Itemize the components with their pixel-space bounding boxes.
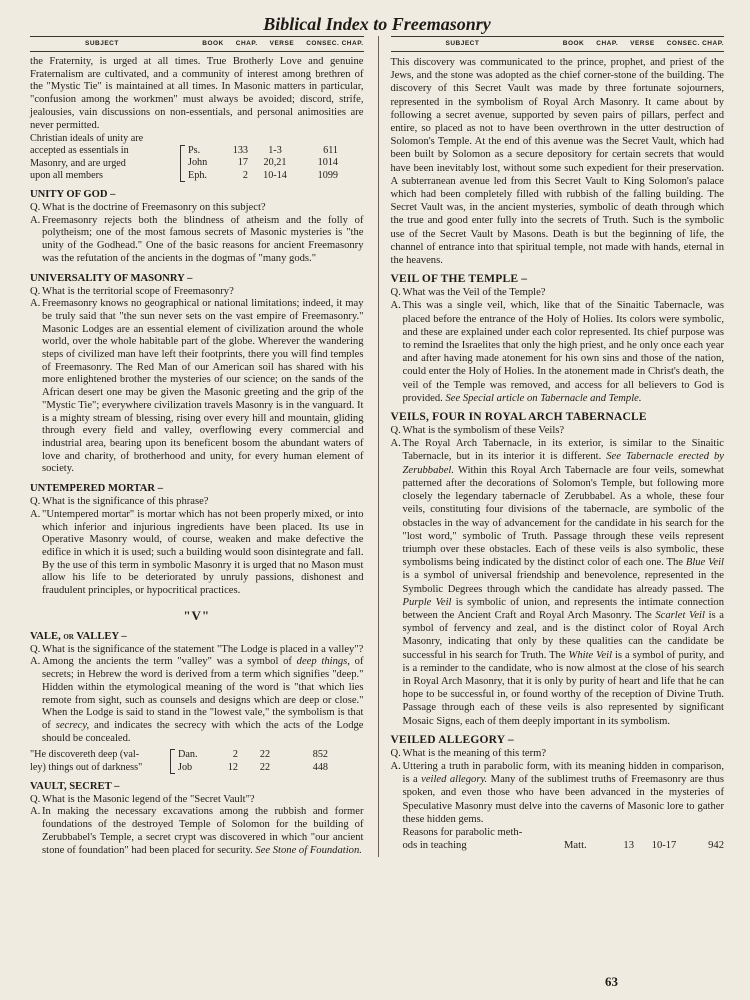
italic-run: See Tabernacle erected by Zerubbabel. (402, 451, 724, 476)
question-text: What is the doctrine of Freemasonry on this subject? (42, 202, 266, 214)
question (30, 644, 364, 657)
answer-text (42, 806, 364, 857)
ref-chap: 13 (623, 839, 634, 851)
left-column-header (30, 36, 364, 52)
answer-text: Freemasonry knows no geographical or national limitations; indeed, it may be truly said that "the sun never sets on the vast empire of Freemasonry." Masonic Lodges are an essential element of civilization around the whole world, over the whole habitable part of the globe. Wherever the wandering steps of civilized man have left their footprints, there you will find temples of Freemasonry. The Red Man of our American soil has shared with his more enlightened brother the mysteries of our science; on the sands of the African desert one may be given the Masonic greeting and the grip of the "Mystic Tie"; everywhere civilization travels Masonry is in the vanguard. It is a mighty stream of blessing, rising over every hill and mountain, gliding through every field and valley, overflowing every commercial and industrial area, bearing upon its beneficent bosom the abundant waters of love and charity, of brotherhood and unity, for every human element of society. (42, 298, 364, 475)
answer (30, 298, 364, 476)
entry-title-veil-of-temple: VEIL OF THE TEMPLE – (390, 273, 528, 286)
header-subject: SUBJECT (85, 40, 119, 47)
text-run: Many of the sublimest truths of Freemasonry are thus spoken, and even those who have been advanced in the mysteries of Speculative Masonry must delve into the caverns of Masonic lore to gather these hidden gems. (402, 774, 724, 825)
text-run: Among the ancients the term "valley" was a symbol of (42, 656, 297, 668)
ref-verse: 10-17 (651, 839, 677, 851)
ref-book: Eph. (188, 169, 207, 181)
question (30, 496, 364, 509)
question-text: What is the territorial scope of Freemasonry? (42, 285, 234, 297)
entry-title-vale: VALE, or VALLEY – (30, 630, 127, 642)
q-label: Q. (390, 425, 401, 437)
italic-run: Scarlet Veil (655, 609, 705, 621)
italic-run: veiled allegory. (421, 774, 488, 786)
ref-verse: 22 (259, 749, 271, 761)
entry-title-universality: UNIVERSALITY OF MASONRY – (30, 272, 193, 284)
text-run: This was a single veil, which, like that of the Sinaitic Tabernacle, was placed before the entrance of the Holy of Holies. Its colors were symbolic, and these are explained under each color represented. Its chief purpose was to remind the Israelites that only the high priest, and he only once each year and after having made atonement for his own sins and those of the nation, could enter the Holy of Holies. In the atonement made in Christ's death, the veil of the Temple was removed, and access for all believers to God is provided. (402, 300, 724, 404)
ref-consec: 1014 (317, 157, 338, 169)
question-text: What is the significance of this phrase? (42, 496, 209, 508)
ref-chap: 17 (237, 157, 248, 169)
question-text: What is the symbolism of these Veils? (402, 425, 565, 437)
ref-lead-line: accepted as essentials in (30, 145, 129, 157)
q-label: Q. (30, 793, 41, 805)
entry-title-veiled-allegory: VEILED ALLEGORY – (390, 733, 514, 746)
header-chap: CHAP. (596, 40, 619, 47)
ref-book: Matt. (564, 839, 587, 851)
answer-text: Freemasonry rejects both the blindness of atheism and the folly of polytheism; one of the most famous secrets of Masonic mysteries is "the unity of the Godhead." One of the basic reasons for ancient Freemasonry was the refutation of the ancients in the dogmas of "many gods." (42, 214, 364, 264)
ref-book: Job (178, 761, 193, 773)
italic-run: Purple Veil (402, 596, 452, 608)
ref-book: Dan. (178, 749, 198, 761)
entry-title-untempered-mortar: UNTEMPERED MORTAR – (30, 483, 164, 495)
ref-lead-line: upon all members (30, 169, 103, 181)
reference-row (188, 157, 364, 169)
header-book: BOOK (202, 40, 224, 47)
q-label: Q. (30, 643, 41, 655)
entry-title-vault-secret: VAULT, SECRET – (30, 780, 120, 792)
answer (30, 806, 364, 857)
ref-lead-line: Christian ideals of unity are (30, 133, 144, 145)
ref-lead-line: Masonry, and are urged (30, 157, 126, 169)
two-column-body (30, 36, 724, 857)
italic-run: Blue Veil (685, 557, 724, 569)
header-verse: VERSE (630, 40, 655, 47)
text-run: of secrets; in Hebrew the word is derived from a term which signifies "deep." Hidden within the etymological meaning of the word is "that which lies remote from sight, such as counsels and designs which are deep or close." When the Lodge is said to stand in the "lowest vale," the symbolism is that of (42, 656, 364, 731)
text-run: is a symbol of universal friendship and benevolence, represented in the Symbolic Degrees through which the candidate has already passed. The (402, 570, 724, 595)
ref-consec: 942 (708, 839, 724, 851)
question (30, 794, 364, 807)
intro-paragraph: the Fraternity, is urged at all times. True Brotherly Love and genuine Fraternalism are cultivated, and a community of interest among brethren of the "Mystic Tie" is maintained at all times. In Masonic matters in particular, "confusion among the workmen" must always be avoided; discord, strife, jealousies, vain discussions on non-essentials, and personal animosities are never permitted. (30, 56, 364, 131)
text-run: The Royal Arch Tabernacle, in its exterior, is similar to the Sinaitic Tabernacle, but in its interior it is different. (402, 438, 724, 463)
question (30, 286, 364, 299)
reference-row (188, 170, 364, 182)
italic-run: deep things, (296, 656, 350, 668)
q-label: Q. (30, 496, 41, 508)
question (391, 747, 725, 760)
reference-row (403, 839, 725, 852)
question (30, 202, 364, 215)
ref-verse: 20,21 (263, 157, 287, 169)
page-number: 63 (605, 974, 618, 989)
header-book: BOOK (562, 40, 585, 47)
header-subject: SUBJECT (445, 40, 480, 47)
vault-continuation: This discovery was communicated to the prince, prophet, and priest of the Jews, and the stone was adopted as the chief corner-stone of the building. The discovery of this Secret Vault was made by three fortunate sojourners, represented in the symbolism of Royal Arch Masonry. It came about by following a secret avenue, supported by seven pairs of pillars, perfect and entire, so placed as not to have been overthrown in the utter destruction of Solomon's Temple. At the end of this avenue was the Secret Vault, which had been built by Solomon as a secure depository for certain secrets that would have been inevitably lost, without some such expedient for their preservation. A subterranean avenue led from this Secret Vault to King Solomon's palace which had been completely filled with rubbish of the falling building. The Secret Vault was, in the ancient mysteries, symbolic of death through which the true and good enter fully into the secrets of Truth. Such is the symbolic use of the Secret Vault by Masons. Death is but the beginning of life, the channel of entrance into that spiritual temple, not made with hands, eternal in the heavens. (390, 57, 724, 267)
ref-lead-text: Reasons for parabolic meth- (402, 826, 523, 838)
ref-verse: 22 (259, 761, 271, 773)
header-chap: CHAP. (235, 40, 258, 47)
right-column (378, 36, 725, 857)
text-run: and indicates the secrecy with which the acts of the Lodge should be concealed. (42, 719, 364, 744)
q-label: Q. (30, 202, 41, 214)
question (391, 286, 725, 299)
ref-lead-line: ley) things out of darkness" (30, 761, 143, 773)
text-run: Within this Royal Arch Tabernacle are four veils, somewhat patterned after the decorations of Solomon's Temple, but following more closely the legendary tabernacle of Zerubbabel. As a whole, these four veils, constituting four divisions of the tabernacle, are symbolic of the obstacles in the way of advancement for the candidate in his search for the "lost word," symbolic of Truth. Passage through these veils represent triumph over these obstacles. Each of these veils is also symbolic, these symbolisms being indicated by the distinct color of each one. The (402, 464, 724, 569)
ref-chap: 133 (232, 145, 248, 157)
a-label: A. (30, 806, 41, 818)
question-text: What is the Masonic legend of the "Secret Vault"? (42, 793, 255, 805)
ref-verse: 1-3 (268, 145, 282, 157)
ref-consec: 852 (312, 749, 328, 761)
ref-lead-line: "He discovereth deep (val- (30, 749, 140, 761)
ref-consec: 448 (312, 761, 328, 773)
ref-lead-line (403, 826, 725, 839)
ref-chap: 2 (242, 169, 248, 181)
answer-text (403, 299, 725, 405)
italic-run: See Stone of Foundation. (255, 844, 362, 856)
answer (391, 299, 725, 405)
q-label: Q. (30, 285, 41, 297)
answer-text (403, 437, 725, 727)
a-label: A. (30, 214, 41, 226)
answer (30, 215, 364, 266)
entry-title-unity-of-god: UNITY OF GOD – (30, 189, 116, 201)
answer-text: "Untempered mortar" is mortar which has not been properly mixed, or into which inferior and injurious ingredients have been placed. Its use in Operative Masonry would, of course, weaken and make defective the edifice in which it is used; such a building would soon disintegrate and fall. By the use of this term in symbolic Masonry it is urged that no Mason must allow his life to be deteriorated by unruly passions, dishonest and fraudulent principles, or hypocritical practices. (42, 508, 364, 597)
section-letter-v: "V" (183, 607, 211, 623)
answer (30, 656, 364, 745)
ref-book: John (188, 157, 208, 169)
left-column (30, 36, 364, 857)
a-label: A. (30, 508, 41, 520)
question-text: What is the significance of the statement "The Lodge is placed in a valley"? (42, 643, 364, 655)
a-label: A. (390, 760, 401, 772)
text-run: is a symbol of fervency and zeal, and is the distinct color of Royal Arch Masonry, indicating that only by these qualities can the candidate be successful in his search for Truth. The (402, 609, 724, 661)
text-run: Uttering a truth in parabolic form, with its meaning hidden in comparison, is a (402, 760, 724, 786)
reference-row (178, 762, 364, 774)
text-run: is a symbol of purity, and is a reminder to the candidate, who is now almost at the close of his search in Royal Arch Masonry, that it is only by purity of heart and life that he can hope to be successful in, or found worthy of the reception of Divine Truth. Passage through each of these veils is also represented by significant Mosaic Signs, each of them deeply important in its symbolism. (402, 649, 724, 727)
reference-block-unity (30, 133, 364, 182)
a-label: A. (30, 298, 41, 310)
answer (391, 760, 725, 826)
italic-run: secrecy, (55, 719, 90, 731)
ref-chap: 2 (232, 749, 238, 761)
question (391, 424, 725, 437)
ref-verse: 10-14 (263, 169, 287, 181)
answer (30, 509, 364, 598)
reference-row (188, 145, 364, 157)
text-run: In making the necessary excavations among the rubbish and former foundations of the destroyed Temple of Solomon for the building of Zerubbabel's Temple, a secret crypt was discovered in which "our ancient stone of foundation" had been placed for security. (42, 806, 364, 856)
a-label: A. (30, 656, 41, 668)
text-run: is symbolic of union, and represents the intimate connection between the Ancient Craft and Royal Arch Masonry. The (402, 596, 724, 621)
italic-run: White Veil (568, 649, 613, 661)
header-consec: CONSEC. CHAP. (306, 40, 364, 47)
q-label: Q. (390, 287, 401, 299)
header-consec: CONSEC. CHAP. (666, 40, 724, 47)
running-title: Biblical Index to Freemasonry (263, 14, 491, 34)
a-label: A. (390, 438, 401, 450)
reference-row (178, 749, 364, 761)
italic-run: See Special article on Tabernacle and Temple. (445, 392, 642, 404)
question-text: What is the meaning of this term? (402, 747, 547, 759)
ref-lead-text: ods in teaching (402, 839, 467, 851)
a-label: A. (390, 300, 401, 312)
answer-text (403, 760, 725, 826)
entry-title-veils-royal-arch: VEILS, FOUR IN ROYAL ARCH TABERNACLE (390, 411, 647, 424)
header-verse: VERSE (269, 40, 295, 47)
brace (180, 145, 185, 182)
ref-consec: 611 (323, 145, 338, 157)
right-column-header (391, 36, 725, 52)
reference-block-vale (30, 749, 364, 773)
answer-text (42, 656, 364, 745)
ref-consec: 1099 (317, 169, 338, 181)
reference-block-allegory (391, 826, 725, 852)
ref-book: Ps. (188, 145, 201, 157)
answer (391, 437, 725, 727)
brace (170, 749, 175, 773)
q-label: Q. (390, 747, 401, 759)
question-text: What was the Veil of the Temple? (402, 287, 546, 299)
ref-chap: 12 (227, 761, 238, 773)
